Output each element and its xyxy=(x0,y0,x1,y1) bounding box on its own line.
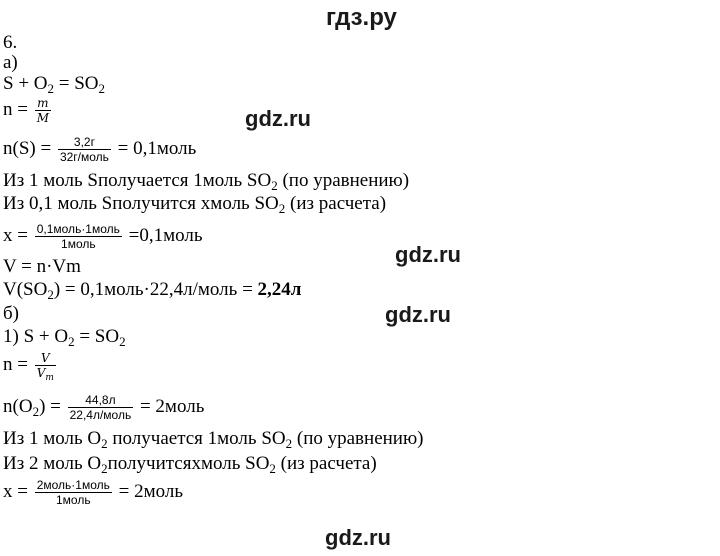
n-sulfur: n(S) = $\frac{3,2г}{\text{32г/моль}}$ = 0,1моль xyxy=(3,135,197,164)
part-b-label: б) xyxy=(3,303,19,324)
x-calc-2: x = $\frac{\text{2моль·1моль}}{\text{1моль}}$ = 2моль xyxy=(3,478,184,507)
watermark-mid-2: gdz.ru xyxy=(395,242,461,267)
watermark-bottom: gdz.ru xyxy=(325,525,391,550)
volume-so2: $V(SO_2)$ = 0,1моль·22,4л/моль = 2,24л xyxy=(3,279,302,302)
relation-1: Из 1 моль Sполучается 1моль $SO_2$ (по уравнению) xyxy=(3,170,410,193)
equation-1: $S + O_2 = SO_2$ xyxy=(3,73,106,96)
relation-3: Из 1 моль $O_2$ получается 1моль $SO_2$ (по уравнению) xyxy=(3,428,424,451)
relation-4: Из 2 моль $O_2получитсяxмоль$ $SO_2$ (из расчета) xyxy=(3,453,377,476)
equation-2: 1) $S + O_2 = SO_2$ xyxy=(3,326,126,349)
problem-number: 6. xyxy=(3,32,18,53)
x-calc-1: x = $\frac{\text{0,1моль·1моль}}{\text{1моль}}$ =0,1моль xyxy=(3,222,203,251)
fraction: $\frac{V}{V_m}$ xyxy=(36,351,54,383)
relation-2: Из 0,1 моль Sполучится xмоль $SO_2$ (из расчета) xyxy=(3,193,387,216)
fraction: $\frac{m}{M}$ xyxy=(36,96,50,125)
watermark-mid-3: gdz.ru xyxy=(385,302,451,327)
n-oxygen: $n(O_2)$ = $\frac{44,8л}{\text{22,4л/моль}}$ = 2моль xyxy=(3,393,205,422)
fraction: $\frac{\text{0,1моль·1моль}}{\text{1моль}}$ xyxy=(36,222,120,251)
formula-n-volume: n = $\frac{V}{V_m}$ xyxy=(3,351,54,383)
formula-n-mass: n = $\frac{m}{M}$ xyxy=(3,96,50,125)
watermark-top: гдз.ру xyxy=(326,4,397,31)
volume-formula: V = n·Vm xyxy=(3,256,81,277)
watermark-mid-1: gdz.ru xyxy=(245,106,311,131)
volume-answer: 2,24л xyxy=(257,279,302,300)
fraction: $\frac{3,2г}{\text{32г/моль}}$ xyxy=(59,135,109,164)
fraction: $\frac{44,8л}{\text{22,4л/моль}}$ xyxy=(69,393,132,422)
fraction: $\frac{\text{2моль·1моль}}{\text{1моль}}$ xyxy=(36,478,110,507)
part-a-label: а) xyxy=(3,52,18,73)
